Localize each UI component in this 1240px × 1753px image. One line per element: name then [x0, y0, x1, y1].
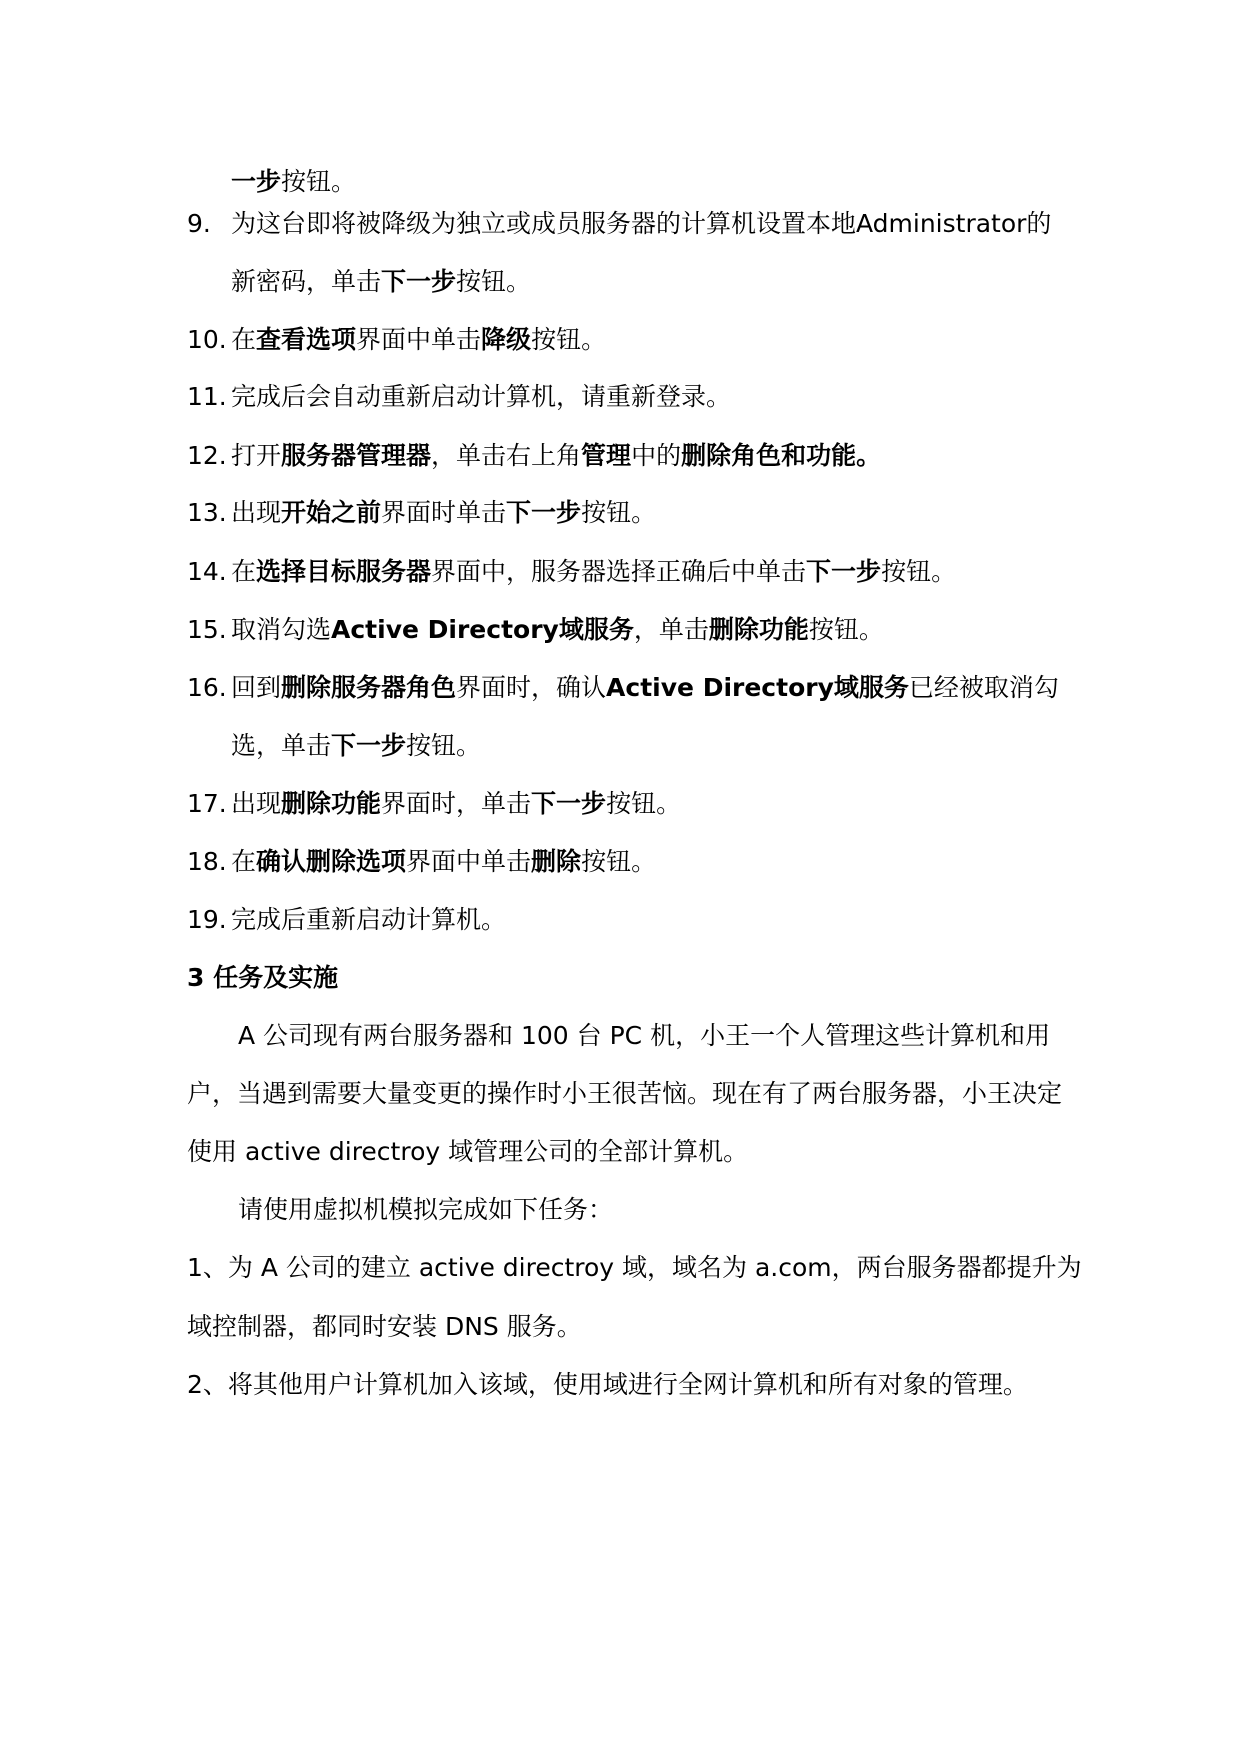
text: 在选择目标服务器界面中，服务器选择正确后中单击下一步按钮。: [231, 557, 957, 586]
list-number: 14.: [187, 557, 227, 586]
text: 为这台即将被降级为独立或成员服务器的计算机设置本地Administrator的: [231, 209, 1052, 238]
list-number: 15.: [187, 615, 227, 644]
line-cont9: [231, 266, 531, 298]
paragraph-line: 请使用虚拟机模拟完成如下任务：: [238, 1195, 614, 1224]
text: 完成后重新启动计算机。: [231, 905, 507, 934]
list-number: 10.: [187, 325, 227, 354]
list-number: 9.: [187, 209, 211, 238]
text: 出现删除功能界面时，单击下一步按钮。: [231, 789, 682, 818]
text: 在查看选项界面中单击降级按钮。: [231, 325, 607, 354]
task-line: 域控制器，都同时安装 DNS 服务。: [187, 1312, 582, 1341]
section-heading: 3 任务及实施: [187, 963, 339, 992]
text: 取消勾选Active Directory域服务，单击删除功能按钮。: [231, 615, 884, 644]
list-number: 11.: [187, 382, 227, 411]
bold-text: 下一步: [381, 267, 457, 296]
text: 在确认删除选项界面中单击删除按钮。: [231, 847, 657, 876]
list-number: 17.: [187, 789, 227, 818]
paragraph-line: 户，当遇到需要大量变更的操作时小王很苦恼。现在有了两台服务器，小王决定: [187, 1079, 1063, 1108]
line-cont1: [231, 166, 356, 198]
text: 回到删除服务器角色界面时，确认Active Directory域服务已经被取消勾: [231, 673, 1059, 702]
list-number: 16.: [187, 673, 227, 702]
task-line: 2、将其他用户计算机加入该域，使用域进行全网计算机和所有对象的管理。: [187, 1370, 1028, 1399]
text: 打开服务器管理器，单击右上角管理中的删除角色和功能。: [231, 441, 882, 470]
bold-text: 一步: [231, 167, 282, 196]
list-number: 12.: [187, 441, 227, 470]
line-cont16: 选，单击下一步按钮。: [231, 731, 482, 760]
list-number: 19.: [187, 905, 227, 934]
list-number: 13.: [187, 498, 227, 527]
paragraph-line: A 公司现有两台服务器和 100 台 PC 机，小王一个人管理这些计算机和用: [238, 1021, 1051, 1050]
paragraph-line: 使用 active directroy 域管理公司的全部计算机。: [187, 1137, 749, 1166]
text: 新密码，单击: [231, 267, 382, 296]
text: 出现开始之前界面时单击下一步按钮。: [231, 498, 657, 527]
text: 按钮。: [456, 267, 532, 296]
list-number: 18.: [187, 847, 227, 876]
text: 按钮。: [281, 167, 357, 196]
task-line: 1、为 A 公司的建立 active directroy 域，域名为 a.com，两台服务器都提升为: [187, 1253, 1082, 1282]
text: 完成后会自动重新启动计算机，请重新登录。: [231, 382, 732, 411]
